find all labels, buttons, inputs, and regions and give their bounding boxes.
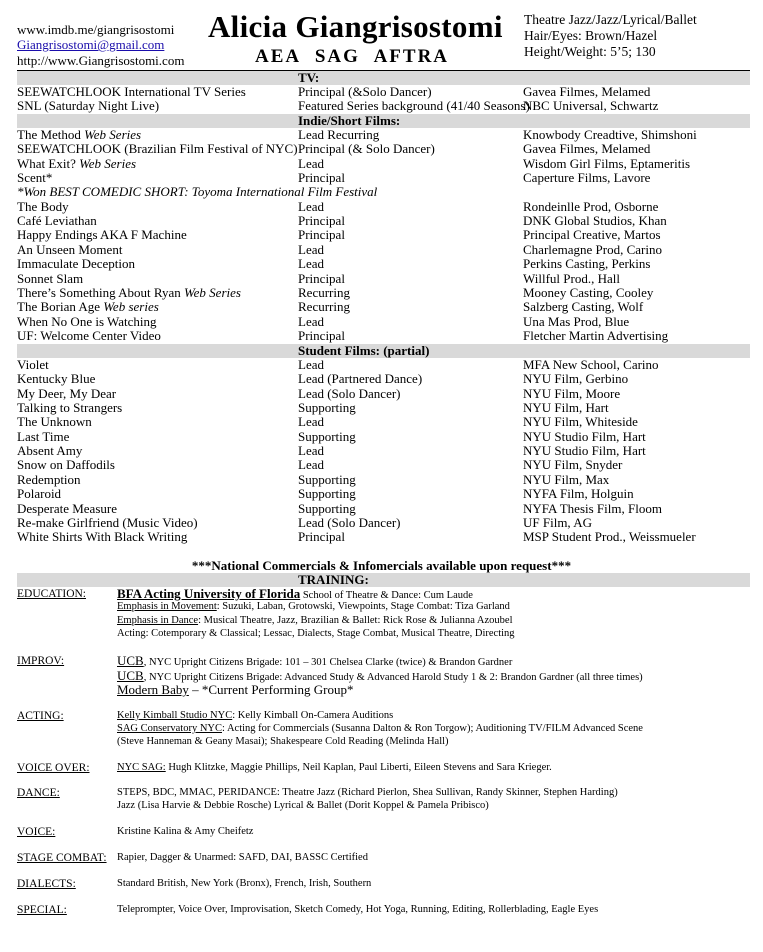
credit-title-text: There’s Something About Ryan bbox=[17, 284, 185, 300]
credit-company: Principal Creative, Martos bbox=[523, 227, 661, 243]
credit-title-text: Sonnet Slam bbox=[17, 270, 84, 286]
acting-studio-2: SAG Conservatory NYC bbox=[117, 723, 222, 734]
improv-text-1: , NYC Upright Citizens Brigade: 101 – 301 Chelsea Clarke (twice) & Brandon Gardner bbox=[143, 657, 513, 668]
section-bar-training bbox=[17, 573, 750, 587]
credit-row bbox=[17, 200, 757, 214]
credit-title-text: Redemption bbox=[17, 471, 81, 487]
improv-ucb-1: UCB bbox=[117, 653, 144, 668]
dance-emphasis-heading: Emphasis in Dance bbox=[117, 615, 199, 626]
credit-title-text: What Exit? bbox=[17, 155, 80, 171]
credit-row bbox=[17, 516, 757, 530]
credit-company: Mooney Casting, Cooley bbox=[523, 284, 654, 300]
credit-title bbox=[17, 272, 83, 286]
credit-row bbox=[17, 99, 757, 113]
credit-title-text: Last Time bbox=[17, 428, 70, 444]
special-line: Teleprompter, Voice Over, Improvisation, Sketch Comedy, Hot Yoga, Running, Editing, Rollerblading, Eagle Eyes bbox=[117, 904, 599, 915]
credit-title bbox=[17, 430, 69, 444]
credit-company: NYU Film, Whiteside bbox=[523, 414, 638, 430]
section-bar-tv bbox=[17, 71, 750, 85]
voice-line: Kristine Kalina & Amy Cheifetz bbox=[117, 826, 254, 837]
credit-title-text: Immaculate Deception bbox=[17, 256, 136, 272]
credit-title-text: SEEWATCHLOOK International TV Series bbox=[17, 84, 246, 99]
credit-format: Web Series bbox=[184, 284, 241, 300]
credit-company: Salzberg Casting, Wolf bbox=[523, 299, 644, 315]
credit-title-text: The Method bbox=[17, 127, 85, 142]
acting-label: ACTING: bbox=[17, 710, 64, 722]
voiceover-text: Hugh Klitzke, Maggie Phillips, Neil Kaplan, Paul Liberti, Eileen Stevens and Sara Krieger. bbox=[165, 762, 552, 773]
credit-title bbox=[17, 329, 161, 343]
education-line-3 bbox=[117, 614, 513, 628]
credit-company: Gavea Filmes, Melamed bbox=[523, 84, 651, 99]
award-note: *Won BEST COMEDIC SHORT: Toyoma International Film Festival bbox=[17, 184, 378, 200]
credit-title bbox=[17, 214, 97, 228]
credit-role: Lead (Solo Dancer) bbox=[298, 385, 401, 401]
credit-title-text: Scent* bbox=[17, 170, 53, 186]
credit-title-text: White Shirts With Black Writing bbox=[17, 529, 188, 545]
credit-row bbox=[17, 157, 757, 171]
section-title-tv: TV: bbox=[298, 70, 320, 85]
dance-line-2: Jazz (Lisa Harvie & Debbie Rosche) Lyrical & Ballet (Dorit Koppel & Pamela Pribisco) bbox=[117, 800, 489, 811]
education-degree: BFA Acting University of Florida bbox=[117, 586, 301, 601]
height-weight: Height/Weight: 5’5; 130 bbox=[524, 44, 656, 59]
credit-row bbox=[17, 243, 757, 257]
acting-studio-1: Kelly Kimball Studio NYC bbox=[117, 710, 233, 721]
movement-heading: Emphasis in Movement bbox=[117, 601, 217, 612]
credit-row bbox=[17, 530, 757, 544]
credit-title bbox=[17, 171, 52, 185]
credit-title bbox=[17, 85, 246, 99]
credit-role: Lead bbox=[298, 357, 324, 372]
credit-company: NYFA Film, Holguin bbox=[523, 486, 634, 502]
credit-title bbox=[17, 387, 116, 401]
credit-title bbox=[17, 257, 135, 271]
voice-label: VOICE: bbox=[17, 826, 56, 838]
credit-row bbox=[17, 415, 757, 429]
credit-role: Lead bbox=[298, 241, 324, 257]
special-label: SPECIAL: bbox=[17, 904, 67, 916]
education-school: School of Theatre & Dance: Cum Laude bbox=[300, 590, 473, 601]
credit-title bbox=[17, 243, 122, 257]
credit-role: Supporting bbox=[298, 428, 356, 444]
credit-title bbox=[17, 157, 136, 171]
credit-role: Lead Recurring bbox=[298, 127, 380, 142]
credit-title-text: My Deer, My Dear bbox=[17, 385, 117, 401]
credit-title-text: Absent Amy bbox=[17, 443, 83, 459]
credit-company: NYU Film, Moore bbox=[523, 385, 621, 401]
credit-title-text: The Unknown bbox=[17, 414, 92, 430]
acting-text-1: : Kelly Kimball On-Camera Auditions bbox=[232, 710, 394, 721]
credit-title bbox=[17, 487, 61, 501]
credit-company: UF Film, AG bbox=[523, 514, 592, 530]
credit-role: Supporting bbox=[298, 471, 356, 487]
credit-title bbox=[17, 228, 187, 242]
credit-company: MSP Student Prod., Weissmueler bbox=[523, 529, 696, 545]
improv-ucb-2: UCB bbox=[117, 668, 144, 683]
credit-role: Supporting bbox=[298, 500, 356, 516]
credit-title-text: SNL (Saturday Night Live) bbox=[17, 98, 160, 114]
credit-row bbox=[17, 142, 757, 156]
credit-title-text: Happy Endings AKA F Machine bbox=[17, 227, 187, 243]
credit-row bbox=[17, 401, 757, 415]
credit-title bbox=[17, 99, 159, 113]
credit-role: Lead bbox=[298, 155, 324, 171]
improv-line-3 bbox=[117, 683, 354, 699]
credit-company: Gavea Filmes, Melamed bbox=[523, 141, 651, 157]
dance-styles: Theatre Jazz/Jazz/Lyrical/Ballet bbox=[524, 12, 697, 27]
credit-row bbox=[17, 286, 757, 300]
section-title-student: Student Films: (partial) bbox=[298, 343, 430, 358]
credit-row bbox=[17, 85, 757, 99]
credit-role: Lead bbox=[298, 414, 324, 430]
credit-role: Supporting bbox=[298, 486, 356, 502]
credit-title-text: Café Leviathan bbox=[17, 213, 97, 229]
credit-company: NYU Film, Max bbox=[523, 471, 610, 487]
voiceover-studio: NYC SAG: bbox=[117, 762, 166, 773]
credit-role: Principal bbox=[298, 227, 345, 243]
credit-format: Web Series bbox=[79, 155, 137, 171]
acting-line-2 bbox=[117, 722, 643, 736]
credit-role: Principal bbox=[298, 170, 345, 186]
improv-label: IMPROV: bbox=[17, 655, 65, 667]
credit-title-text: The Body bbox=[17, 198, 69, 214]
credit-title bbox=[17, 142, 298, 156]
dance-line-1: STEPS, BDC, MMAC, PERIDANCE: Theatre Jazz (Richard Pierlon, Shea Sullivan, Randy Skinner, Stephen Harding) bbox=[117, 787, 618, 798]
credit-row bbox=[17, 214, 757, 228]
credit-company: Perkins Casting, Perkins bbox=[523, 256, 651, 272]
credit-format: Web series bbox=[103, 299, 159, 315]
credit-company: Knowbody Creadtive, Shimshoni bbox=[523, 127, 697, 142]
acting-line-3: (Steve Hanneman & Geany Masai); Shakespeare Cold Reading (Melinda Hall) bbox=[117, 736, 449, 747]
movement-text: : Suzuki, Laban, Grotowski, Viewpoints, Stage Combat: Tiza Garland bbox=[216, 601, 510, 612]
dialects-label: DIALECTS: bbox=[17, 878, 76, 890]
credit-role: Lead bbox=[298, 457, 324, 473]
credit-title-text: Re-make Girlfriend (Music Video) bbox=[17, 514, 198, 530]
stage-combat-line: Rapier, Dagger & Unarmed: SAFD, DAI, BASSC Certified bbox=[117, 852, 368, 863]
credit-format: Web Series bbox=[84, 127, 142, 142]
credit-row bbox=[17, 257, 757, 271]
credit-title-text: Desperate Measure bbox=[17, 500, 117, 516]
credit-role: Featured Series background (41/40 Seasons) bbox=[298, 98, 530, 114]
credit-company: Willful Prod., Hall bbox=[523, 270, 620, 286]
improv-group: Modern Baby bbox=[117, 682, 189, 697]
credit-role: Lead bbox=[298, 256, 324, 272]
credit-title-text: Violet bbox=[17, 357, 49, 372]
credit-title-text: Polaroid bbox=[17, 486, 62, 502]
credit-title bbox=[17, 458, 115, 472]
credit-role: Lead bbox=[298, 198, 324, 214]
hair-eyes: Hair/Eyes: Brown/Hazel bbox=[524, 28, 658, 43]
credit-title bbox=[17, 516, 198, 530]
credit-title bbox=[17, 530, 187, 544]
credit-row bbox=[17, 372, 757, 386]
credit-row bbox=[17, 387, 757, 401]
credit-company: Rondeinlle Prod, Osborne bbox=[523, 198, 659, 214]
credit-title-text: UF: Welcome Center Video bbox=[17, 327, 161, 343]
credit-row bbox=[17, 329, 757, 343]
credit-title bbox=[17, 315, 157, 329]
union-affiliations: AEA SAG AFTRA bbox=[255, 46, 450, 67]
voiceover-label: VOICE OVER: bbox=[17, 762, 90, 774]
credit-title bbox=[17, 200, 69, 214]
stage-combat-label: STAGE COMBAT: bbox=[17, 852, 107, 864]
award-note-row bbox=[17, 185, 757, 199]
credit-row bbox=[17, 300, 757, 314]
credit-row bbox=[17, 128, 757, 142]
commercials-notice: ***National Commercials & Infomercials available upon request*** bbox=[191, 558, 572, 573]
credit-role: Principal bbox=[298, 270, 345, 286]
section-title-training: TRAINING: bbox=[298, 572, 369, 587]
credit-company: NYU Studio Film, Hart bbox=[523, 428, 646, 444]
credit-company: NYU Film, Snyder bbox=[523, 457, 623, 473]
credit-role: Recurring bbox=[298, 299, 350, 315]
website-link[interactable]: http://www.Giangrisostomi.com bbox=[17, 53, 185, 68]
credit-company: NBC Universal, Schwartz bbox=[523, 98, 659, 114]
education-label: EDUCATION: bbox=[17, 588, 86, 600]
credit-role: Lead bbox=[298, 443, 324, 459]
credit-title-text: The Borian Age bbox=[17, 299, 104, 315]
credit-title bbox=[17, 128, 141, 142]
credit-company: Wisdom Girl Films, Eptameritis bbox=[523, 155, 691, 171]
credit-row bbox=[17, 272, 757, 286]
credit-row bbox=[17, 458, 757, 472]
dance-label: DANCE: bbox=[17, 787, 60, 799]
credit-title bbox=[17, 300, 159, 314]
credit-company: Fletcher Martin Advertising bbox=[523, 327, 669, 343]
acting-line-1 bbox=[117, 709, 393, 723]
credit-title-text: Talking to Strangers bbox=[17, 400, 123, 416]
acting-text-2: : Acting for Commercials (Susanna Dalton & Ron Torgow); Auditioning TV/FILM Advanced Scene bbox=[222, 723, 643, 734]
credit-title bbox=[17, 444, 82, 458]
credit-title bbox=[17, 372, 95, 386]
credit-company: Una Mas Prod, Blue bbox=[523, 313, 630, 329]
credit-title bbox=[17, 502, 117, 516]
credit-role: Lead (Solo Dancer) bbox=[298, 514, 401, 530]
credit-company: NYU Studio Film, Hart bbox=[523, 443, 646, 459]
credit-row bbox=[17, 228, 757, 242]
credit-company: NYU Film, Hart bbox=[523, 400, 609, 416]
credit-company: MFA New School, Carino bbox=[523, 357, 659, 372]
credit-title-text: SEEWATCHLOOK (Brazilian Film Festival of NYC) bbox=[17, 141, 298, 157]
credit-row bbox=[17, 315, 757, 329]
credit-row bbox=[17, 444, 757, 458]
credit-role: Principal (& Solo Dancer) bbox=[298, 141, 435, 157]
credit-role: Principal (&Solo Dancer) bbox=[298, 84, 432, 99]
credit-title-text: An Unseen Moment bbox=[17, 241, 123, 257]
credit-row bbox=[17, 502, 757, 516]
improv-group-note: – *Current Performing Group* bbox=[188, 682, 354, 697]
improv-line-1 bbox=[117, 654, 512, 670]
improv-text-2: , NYC Upright Citizens Brigade: Advanced Study & Advanced Harold Study 1 & 2: Brandon Gardner (all three times) bbox=[143, 672, 643, 683]
email-link[interactable]: Giangrisostomi@gmail.com bbox=[17, 37, 165, 52]
credit-role: Principal bbox=[298, 529, 345, 545]
education-line-4: Acting: Cotemporary & Classical; Lessac, Dialects, Stage Combat, Musical Theatre, Directing bbox=[117, 628, 515, 639]
dance-emphasis-text: : Musical Theatre, Jazz, Brazilian & Ballet: Rick Rose & Julianna Azoubel bbox=[198, 615, 513, 626]
credit-title-text: Kentucky Blue bbox=[17, 371, 96, 387]
credit-row bbox=[17, 430, 757, 444]
credit-title bbox=[17, 415, 92, 429]
credit-title-text: When No One is Watching bbox=[17, 313, 157, 329]
actor-name: Alicia Giangrisostomi bbox=[208, 9, 503, 44]
credit-role: Lead bbox=[298, 313, 324, 329]
credit-role: Principal bbox=[298, 213, 345, 229]
credit-title bbox=[17, 286, 241, 300]
voiceover-line bbox=[117, 761, 552, 775]
credit-role: Recurring bbox=[298, 284, 350, 300]
credit-title bbox=[17, 473, 81, 487]
credit-row bbox=[17, 171, 757, 185]
credit-row bbox=[17, 358, 757, 372]
credit-row bbox=[17, 473, 757, 487]
education-line-2 bbox=[117, 600, 510, 614]
credit-title bbox=[17, 401, 122, 415]
credit-company: NYU Film, Gerbino bbox=[523, 371, 629, 387]
credit-title bbox=[17, 358, 49, 372]
credit-company: DNK Global Studios, Khan bbox=[523, 213, 667, 229]
credit-company: NYFA Thesis Film, Floom bbox=[523, 500, 662, 516]
imdb-link[interactable]: www.imdb.me/giangrisostomi bbox=[17, 22, 175, 37]
credit-company: Caperture Films, Lavore bbox=[523, 170, 651, 186]
credit-title-text: Snow on Daffodils bbox=[17, 457, 115, 473]
credit-row bbox=[17, 487, 757, 501]
dialects-line: Standard British, New York (Bronx), French, Irish, Southern bbox=[117, 878, 372, 889]
section-title-indie: Indie/Short Films: bbox=[298, 113, 401, 128]
credit-role: Principal bbox=[298, 327, 345, 343]
credit-role: Lead (Partnered Dance) bbox=[298, 371, 423, 387]
credit-company: Charlemagne Prod, Carino bbox=[523, 241, 662, 257]
credit-role: Supporting bbox=[298, 400, 356, 416]
